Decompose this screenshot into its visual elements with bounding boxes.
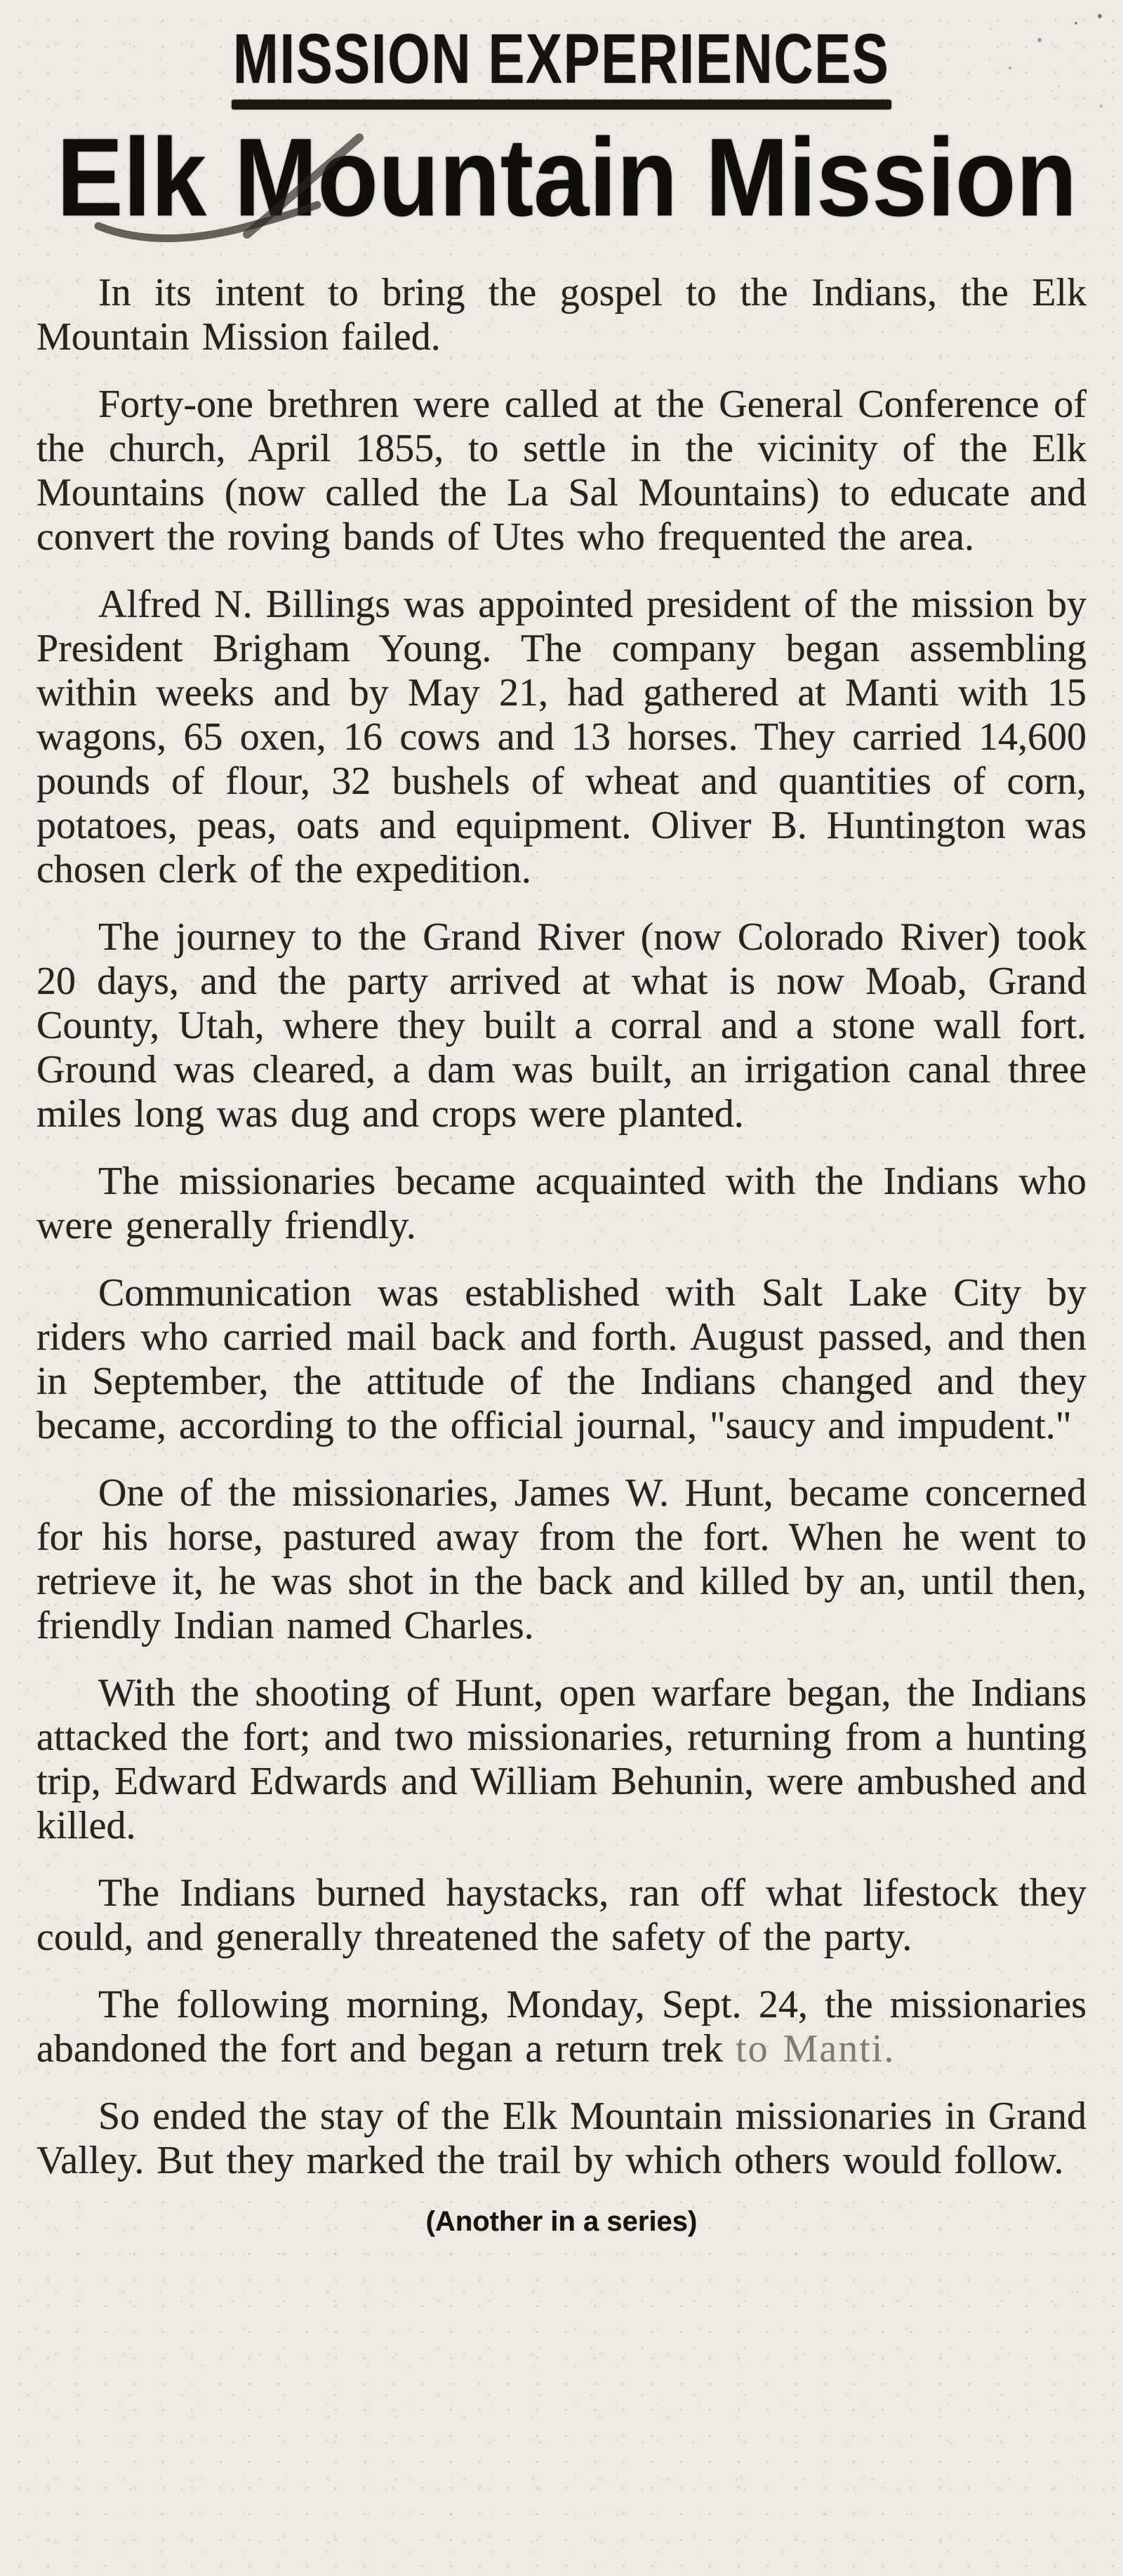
paragraph-text: With the shooting of Hunt, open warfare began, the Indians attacked the fort; and two missionaries, returning from a hunting trip, Edward Edwards and William Behunin, were ambushed and killed.: [36, 1671, 1087, 1847]
paragraph-text: The Indians burned haystacks, ran off what lifestock they could, and generally threatened the safety of the party.: [36, 1871, 1087, 1959]
paragraph: [36, 1983, 1087, 2071]
paragraph: [36, 1671, 1087, 1848]
kicker-underline: [232, 100, 891, 109]
paragraph-text: The following morning, Monday, Sept. 24, the missionaries abandoned the fort and began a return trek: [36, 1983, 1087, 2071]
faded-text: to Manti.: [736, 2027, 896, 2071]
paragraph: [36, 1160, 1087, 1248]
paragraph: [36, 1271, 1087, 1448]
paragraph: [36, 1471, 1087, 1648]
paragraph: [36, 583, 1087, 892]
scan-speckles: [1098, 14, 1102, 18]
masthead: [0, 0, 1123, 239]
paragraph-text: The journey to the Grand River (now Colorado River) took 20 days, and the party arrived at what is now Moab, Grand County, Utah, where they built a corral and a stone wall fort. Ground was cleared, a dam was built, an irrigation canal three miles long was dug and crops were planted.: [36, 915, 1087, 1136]
paragraph-text: The missionaries became acquainted with the Indians who were generally friendly.: [36, 1160, 1087, 1247]
paragraph-text: One of the missionaries, James W. Hunt, became concerned for his horse, pastured away from the fort. When he went to retrieve it, he was shot in the back and killed by an, until then, friendly Indian named Charles.: [36, 1471, 1087, 1647]
paragraph-text: So ended the stay of the Elk Mountain missionaries in Grand Valley. But they marked the trail by which others would follow.: [36, 2094, 1087, 2182]
headline-text: Elk Mountain Mission: [56, 116, 1077, 239]
article-body: [0, 271, 1123, 2183]
series-note: (Another in a series): [425, 2206, 698, 2237]
paragraph: [36, 2094, 1087, 2183]
paragraph: [36, 915, 1087, 1136]
paragraph: [36, 383, 1087, 559]
paragraph-text: Forty-one brethren were called at the General Conference of the church, April 1855, to settle in the vicinity of the Elk Mountains (now called the La Sal Mountains) to educate and convert the roving bands of Utes who frequented the area.: [36, 383, 1087, 559]
headline: [0, 116, 1123, 239]
paragraph-text: In its intent to bring the gospel to the Indians, the Elk Mountain Mission failed.: [36, 271, 1087, 359]
kicker: [0, 20, 1123, 98]
paragraph: [36, 271, 1087, 359]
paragraph-text: Communication was established with Salt Lake City by riders who carried mail back and forth. August passed, and then in September, the attitude of the Indians changed and they became, according to the official journal, "saucy and impudent.": [36, 1271, 1087, 1447]
paragraph-text: Alfred N. Billings was appointed president of the mission by President Brigham Young. The company began assembling within weeks and by May 21, had gathered at Manti with 15 wagons, 65 oxen, 16 cows and 13 horses. They carried 14,600 pounds of flour, 32 bushels of wheat and quantities of corn, potatoes, peas, oats and equipment. Oliver B. Huntington was chosen clerk of the expedition.: [36, 583, 1087, 891]
kicker-text: MISSION EXPERIENCES: [233, 20, 890, 98]
paragraph: [36, 1871, 1087, 1960]
